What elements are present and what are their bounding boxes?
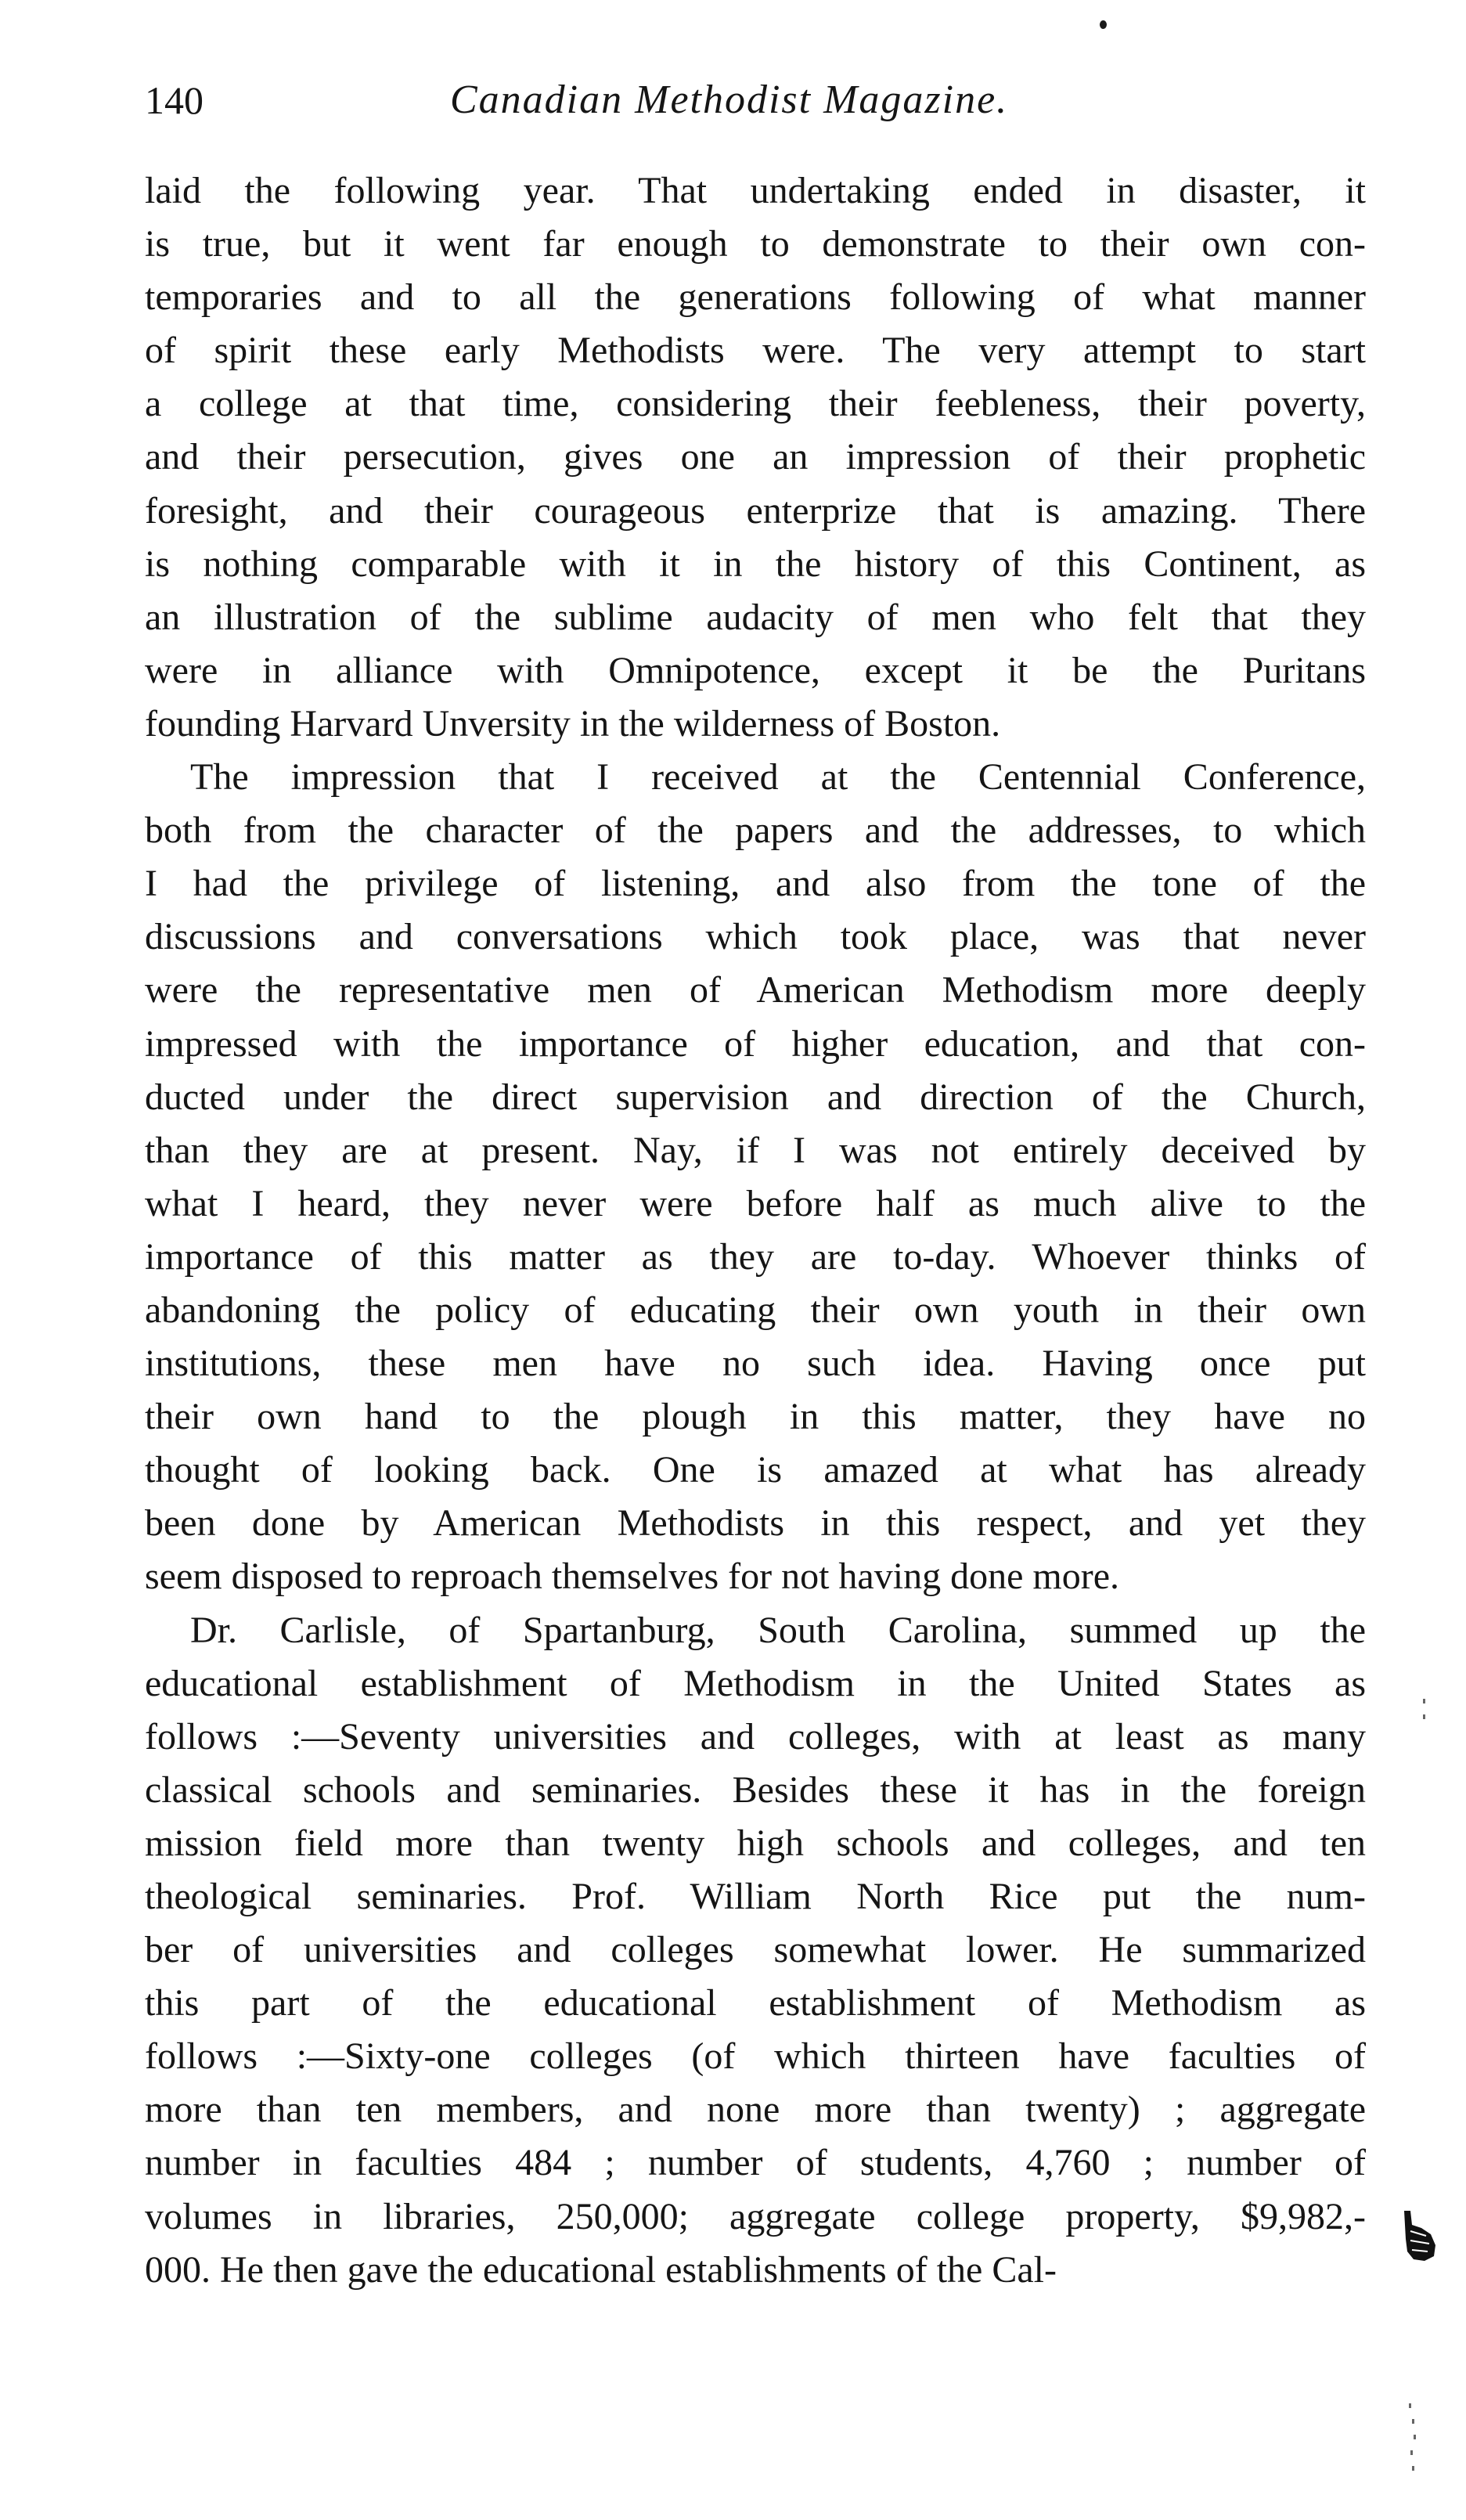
text-line: a college at that time, considering their feebleness, their poverty, [145,383,1366,425]
text-line: follows :—Sixty-one colleges (of which thirteen have faculties of [145,2035,1366,2078]
margin-speck [1412,2419,1414,2424]
text-line: thought of looking back. One is amazed at what has already [145,1449,1366,1491]
text-line: impressed with the importance of higher education, and that con- [145,1022,1366,1065]
page-number: 140 [145,78,204,122]
text-line: discussions and conversations which took place, was that never [145,916,1366,958]
page-header [145,77,1366,139]
text-line: foresight, and their courageous enterprize that is amazing. There [145,489,1366,532]
text-line: follows :—Seventy universities and colleges, with at least as many [145,1715,1366,1758]
text-line: temporaries and to all the generations following of what manner [145,276,1366,319]
text-line: classical schools and seminaries. Besides these it has in the foreign [145,1768,1366,1811]
text-line: what I heard, they never were before half as much alive to the [145,1182,1366,1224]
scan-speck-top [1100,20,1107,29]
text-line: been done by American Methodists in this respect, and yet they [145,1502,1366,1545]
running-title: Canadian Methodist Magazine. [450,78,1009,122]
text-line: The impression that I received at the Centennial Conference, [190,756,1366,799]
margin-speck [1423,1699,1425,1703]
text-line: their own hand to the plough in this matter, they have no [145,1396,1366,1438]
text-line: number in faculties 484 ; number of students, 4,760 ; number of [145,2142,1366,2184]
text-line: is true, but it went far enough to demonstrate to their own con- [145,223,1366,265]
text-line: is nothing comparable with it in the history of this Continent, as [145,543,1366,585]
text-line: educational establishment of Methodism in the United States as [145,1662,1366,1704]
text-line: an illustration of the sublime audacity of men who felt that they [145,596,1366,638]
text-line: this part of the educational establishment of Methodism as [145,1982,1366,2024]
text-line: and their persecution, gives one an impression of their prophetic [145,436,1366,478]
text-line: institutions, these men have no such idea. Having once put [145,1343,1366,1385]
margin-speck [1412,2466,1414,2471]
text-line: were in alliance with Omnipotence, except it be the Puritans [145,649,1366,691]
text-line: volumes in libraries, 250,000; aggregate college property, $9,982,- [145,2195,1366,2237]
paragraph [145,1604,1366,2297]
text-line: 000. He then gave the educational establishments of the Cal- [145,2248,1057,2291]
hand-pointer-icon [1399,2208,1439,2262]
margin-speck [1423,1714,1425,1719]
text-line: Dr. Carlisle, of Spartanburg, South Carolina, summed up the [190,1609,1366,1651]
text-line: laid the following year. That undertaking ended in disaster, it [145,170,1366,211]
text-line: both from the character of the papers and the addresses, to which [145,809,1366,852]
text-line: theological seminaries. Prof. William North Rice put the num- [145,1876,1366,1917]
body-text [145,164,1366,2297]
paragraph [145,751,1366,1604]
margin-speck [1414,2435,1416,2439]
text-line: ber of universities and colleges somewhat lower. He summarized [145,1929,1366,1971]
margin-speck [1409,2403,1411,2408]
text-line: of spirit these early Methodists were. The very attempt to start [145,330,1366,372]
text-line: abandoning the policy of educating their own youth in their own [145,1289,1366,1331]
text-line: founding Harvard Unversity in the wilderness of Boston. [145,702,1001,744]
margin-speck [1410,2450,1413,2455]
paragraph [145,164,1366,751]
text-line: were the representative men of American Methodism more deeply [145,969,1366,1011]
text-line: mission field more than twenty high schools and colleges, and ten [145,1822,1366,1864]
text-line: importance of this matter as they are to-day. Whoever thinks of [145,1235,1366,1278]
text-line: I had the privilege of listening, and also from the tone of the [145,863,1366,905]
text-line: than they are at present. Nay, if I was not entirely deceived by [145,1129,1366,1171]
text-line: seem disposed to reproach themselves for not having done more. [145,1556,1119,1598]
text-line: more than ten members, and none more than twenty) ; aggregate [145,2089,1366,2131]
text-line: ducted under the direct supervision and direction of the Church, [145,1076,1366,1118]
